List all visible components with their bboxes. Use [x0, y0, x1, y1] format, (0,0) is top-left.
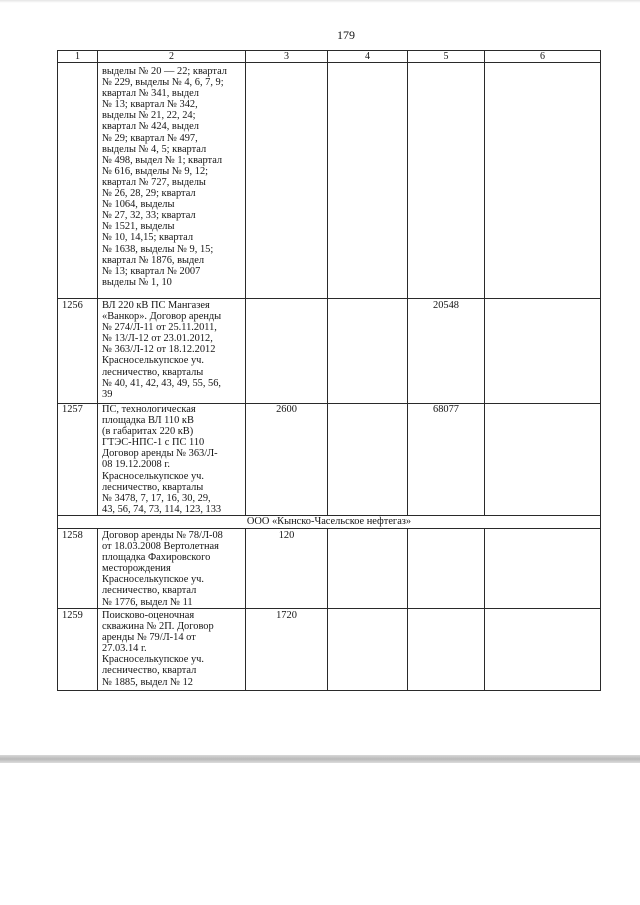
row-col4-value: [328, 404, 408, 516]
row-col5-value: 68077: [408, 404, 485, 516]
column-header: 4: [328, 51, 408, 63]
column-header: 3: [246, 51, 328, 63]
section-header-row: [58, 516, 601, 529]
row-col5-value: [408, 63, 485, 299]
column-header: 6: [485, 51, 601, 63]
section-title: ООО «Кынско-Часельское нефтегаз»: [58, 516, 601, 529]
row-col3-value: 1720: [246, 609, 328, 691]
table-row: [58, 529, 601, 609]
row-col4-value: [328, 299, 408, 404]
row-number: 1259: [58, 609, 98, 691]
table-row: [58, 299, 601, 404]
row-number: [58, 63, 98, 299]
row-description: Договор аренды № 78/Л-08 от 18.03.2008 Вертолетная площадка Фахировского месторождения Красноселькупское уч. лесничество, квартал № 1776, выдел № 11: [98, 529, 246, 609]
row-col4-value: [328, 529, 408, 609]
table-header-row: [58, 51, 601, 63]
column-header: 1: [58, 51, 98, 63]
row-number: 1258: [58, 529, 98, 609]
row-col6-value: [485, 609, 601, 691]
scan-top-shadow: [0, 0, 640, 3]
row-col3-value: [246, 299, 328, 404]
row-col4-value: [328, 63, 408, 299]
page-number: 179: [337, 28, 355, 42]
row-description: выделы № 20 — 22; квартал № 229, выделы № 4, 6, 7, 9; квартал № 341, выдел № 13; квартал № 342, выделы № 21, 22, 24; квартал № 424, выдел № 29; квартал № 497, выделы № 4, 5; квартал № 498, выдел № 1; квартал № 616, выделы № 9, 12; квартал № 727, выделы № 26, 28, 29; квартал № 1064, выделы № 27, 32, 33; квартал № 1521, выделы № 10, 14,15; квартал № 1638, выделы № 9, 15; квартал № 1876, выдел № 13; квартал № 2007 выделы № 1, 10: [98, 63, 246, 299]
row-col6-value: [485, 299, 601, 404]
row-col4-value: [328, 609, 408, 691]
row-col3-value: 120: [246, 529, 328, 609]
row-description: Поисково-оценочная скважина № 2П. Договор аренды № 79/Л-14 от 27.03.14 г. Красноселькупское уч. лесничество, квартал № 1885, выдел № 12: [98, 609, 246, 691]
table-row: [58, 609, 601, 691]
row-description: ПС, технологическая площадка ВЛ 110 кВ (в габаритах 220 кВ) ГТЭС-НПС-1 с ПС 110 Договор аренды № 363/Л- 08 19.12.2008 г. Красноселькупское уч. лесничество, кварталы № 3478, 7, 17, 16, 30, 29, 43, 56, 74, 73, 114, 123, 133: [98, 404, 246, 516]
row-col5-value: [408, 609, 485, 691]
table-row: [58, 404, 601, 516]
row-description: ВЛ 220 кВ ПС Мангазея «Ванкор». Договор аренды № 274/Л-11 от 25.11.2011, № 13/Л-12 от 23.01.2012, № 363/Л-12 от 18.12.2012 Красноселькупское уч. лесничество, кварталы № 40, 41, 42, 43, 49, 55, 56, 39: [98, 299, 246, 404]
row-col6-value: [485, 63, 601, 299]
row-col3-value: [246, 63, 328, 299]
row-number: 1256: [58, 299, 98, 404]
row-col5-value: [408, 529, 485, 609]
row-col3-value: 2600: [246, 404, 328, 516]
register-table: [57, 50, 601, 691]
row-col5-value: 20548: [408, 299, 485, 404]
scan-edge-shadow: [0, 755, 640, 763]
column-header: 5: [408, 51, 485, 63]
row-col6-value: [485, 529, 601, 609]
row-col6-value: [485, 404, 601, 516]
table-row: [58, 63, 601, 299]
column-header: 2: [98, 51, 246, 63]
row-number: 1257: [58, 404, 98, 516]
